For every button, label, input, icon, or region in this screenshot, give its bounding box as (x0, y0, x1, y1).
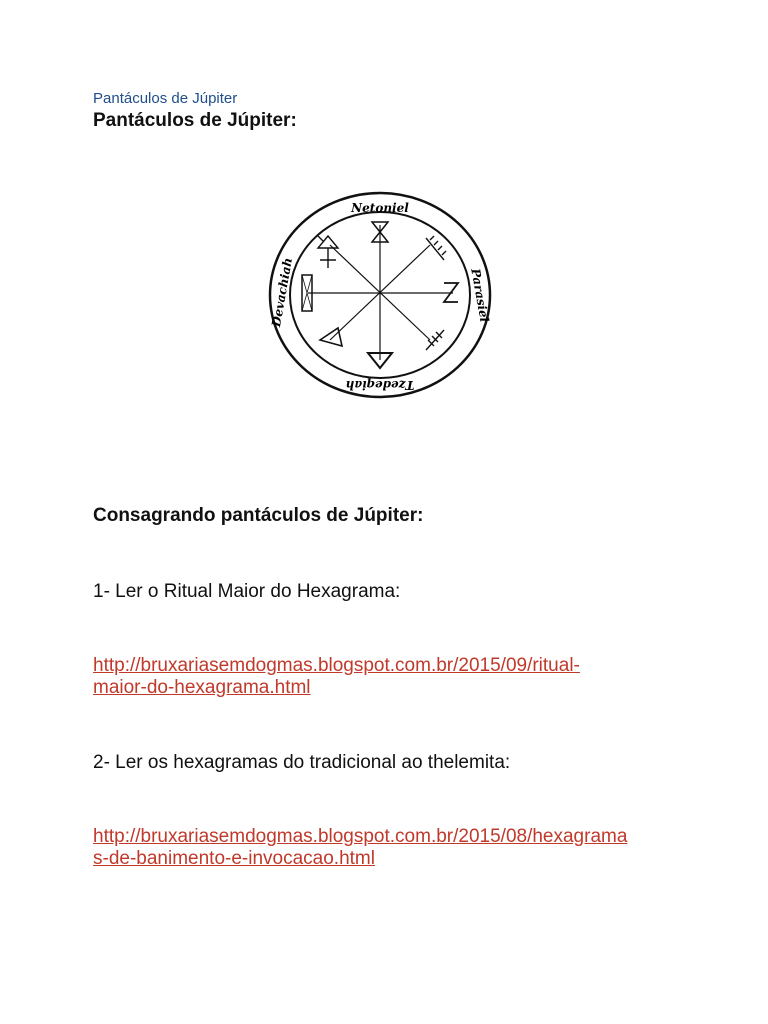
document-header: Pantáculos de Júpiter (93, 90, 238, 107)
seal-name-bottom: Tzedeqiah (345, 378, 415, 392)
step-1-text: 1- Ler o Ritual Maior do Hexagrama: (93, 581, 401, 602)
document-title: Pantáculos de Júpiter: (93, 110, 297, 131)
seal-name-left: Devachiah (269, 256, 296, 328)
step-1-link[interactable] (93, 655, 693, 699)
step-1-link-line-1[interactable]: http://bruxariasemdogmas.blogspot.com.br/2015/09/ritual- (93, 655, 580, 676)
step-1-link-line-2[interactable]: maior-do-hexagrama.html (93, 677, 311, 698)
step-2-link-line-1[interactable]: http://bruxariasemdogmas.blogspot.com.br/2015/08/hexagrama (93, 826, 628, 847)
jupiter-pentacle-image (268, 190, 493, 400)
step-2-link-line-2[interactable]: s-de-banimento-e-invocacao.html (93, 848, 375, 869)
seal-name-top: Netoniel (351, 201, 409, 215)
step-2-text: 2- Ler os hexagramas do tradicional ao thelemita: (93, 752, 511, 773)
seal-name-right: Parasiel (468, 267, 492, 324)
step-2-link[interactable] (93, 826, 693, 870)
section-heading: Consagrando pantáculos de Júpiter: (93, 505, 424, 526)
